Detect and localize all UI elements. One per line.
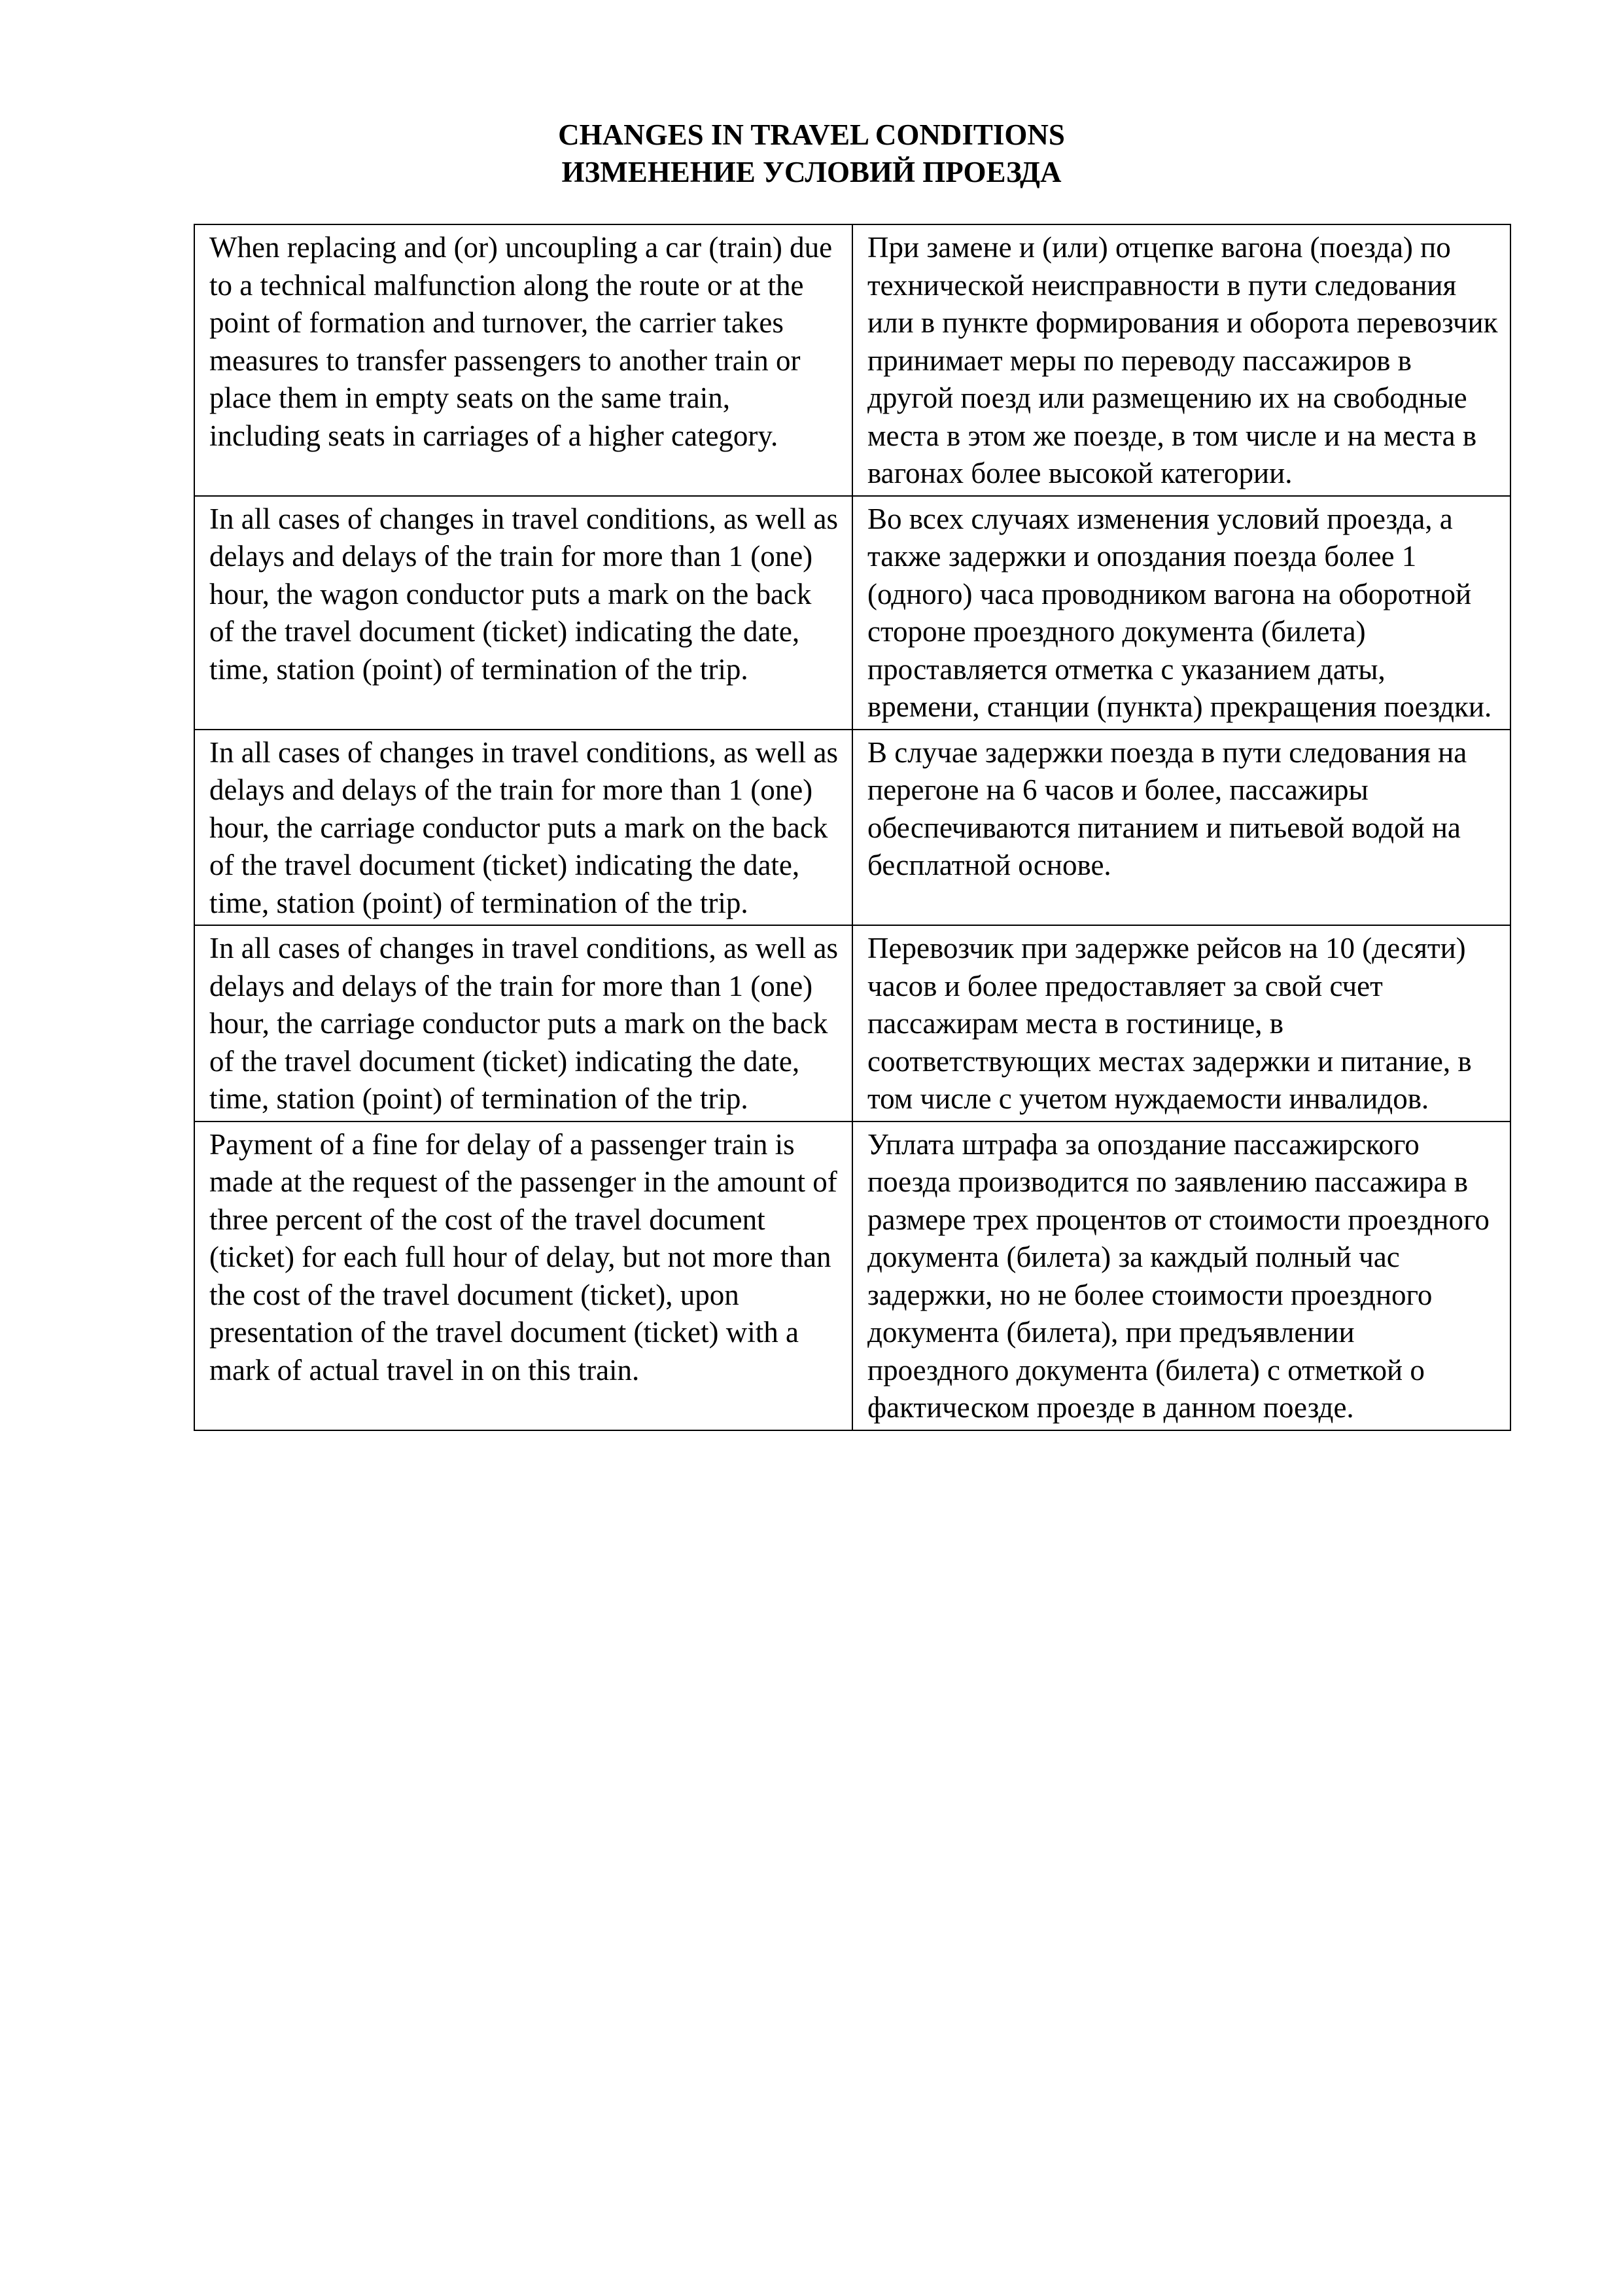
cell-russian <box>852 496 1510 730</box>
document-title <box>0 116 1623 191</box>
cell-english <box>194 925 852 1122</box>
cell-text: Перевозчик при задержке рейсов на 10 (десяти) часов и более предоставляет за свой счет пассажирам места в гостинице, в соответствующих местах задержки и питание, в том числе с учетом нуждаемости инвалидов. <box>867 932 1472 1115</box>
cell-text: Во всех случаях изменения условий проезда, а также задержки и опоздания поезда более 1 (одного) часа проводником вагона на оборотной стороне проездного документа (билета) проставляется отметка с указанием даты, времени, станции (пункта) прекращения поездки. <box>867 502 1492 723</box>
cell-text: Payment of a fine for delay of a passenger train is made at the request of the passenger in the amount of three percent of the cost of the travel document (ticket) for each full hour of delay, but not more than the cost of the travel document (ticket), upon presentation of the travel document (ticket) with a mark of actual travel in on this train. <box>209 1127 837 1386</box>
cell-text: When replacing and (or) uncoupling a car (train) due to a technical malfunction along the route or at the point of formation and turnover, the carrier takes measures to transfer passengers to another train or place them in empty seats on the same train, including seats in carriages of a higher category. <box>209 231 833 452</box>
title-english: CHANGES IN TRAVEL CONDITIONS <box>558 118 1065 151</box>
cell-english <box>194 224 852 496</box>
table-row <box>194 730 1510 926</box>
cell-russian <box>852 730 1510 926</box>
table-row <box>194 496 1510 730</box>
cell-english <box>194 1122 852 1430</box>
title-russian: ИЗМЕНЕНИЕ УСЛОВИЙ ПРОЕЗДА <box>561 156 1062 188</box>
cell-russian <box>852 224 1510 496</box>
cell-text: При замене и (или) отцепке вагона (поезда) по технической неисправности в пути следования или в пункте формирования и оборота перевозчик принимает меры по переводу пассажиров в другой поезд или размещению их на свободные места в этом же поезде, в том числе и на места в вагонах более высокой категории. <box>867 231 1498 489</box>
cell-russian <box>852 925 1510 1122</box>
cell-text: В случае задержки поезда в пути следования на перегоне на 6 часов и более, пассажиры обеспечиваются питанием и питьевой водой на бесплатной основе. <box>867 735 1467 881</box>
cell-text: Уплата штрафа за опоздание пассажирского поезда производится по заявлению пассажира в размере трех процентов от стоимости проездного документа (билета) за каждый полный час задержки, но не более стоимости проездного документа (билета), при предъявлении проездного документа (билета) с отметкой о фактическом проезде в данном поезде. <box>867 1127 1490 1424</box>
cell-text: In all cases of changes in travel conditions, as well as delays and delays of the train for more than 1 (one) hour, the wagon conductor puts a mark on the back of the travel document (ticket) indicating the date, time, station (point) of termination of the trip. <box>209 502 838 686</box>
cell-text: In all cases of changes in travel conditions, as well as delays and delays of the train for more than 1 (one) hour, the carriage conductor puts a mark on the back of the travel document (ticket) indicating the date, time, station (point) of termination of the trip. <box>209 932 838 1115</box>
table-row <box>194 224 1510 496</box>
table-row <box>194 925 1510 1122</box>
cell-english <box>194 730 852 926</box>
travel-conditions-table <box>194 224 1511 1431</box>
cell-russian <box>852 1122 1510 1430</box>
cell-english <box>194 496 852 730</box>
cell-text: In all cases of changes in travel conditions, as well as delays and delays of the train for more than 1 (one) hour, the carriage conductor puts a mark on the back of the travel document (ticket) indicating the date, time, station (point) of termination of the trip. <box>209 735 838 919</box>
table-row <box>194 1122 1510 1430</box>
